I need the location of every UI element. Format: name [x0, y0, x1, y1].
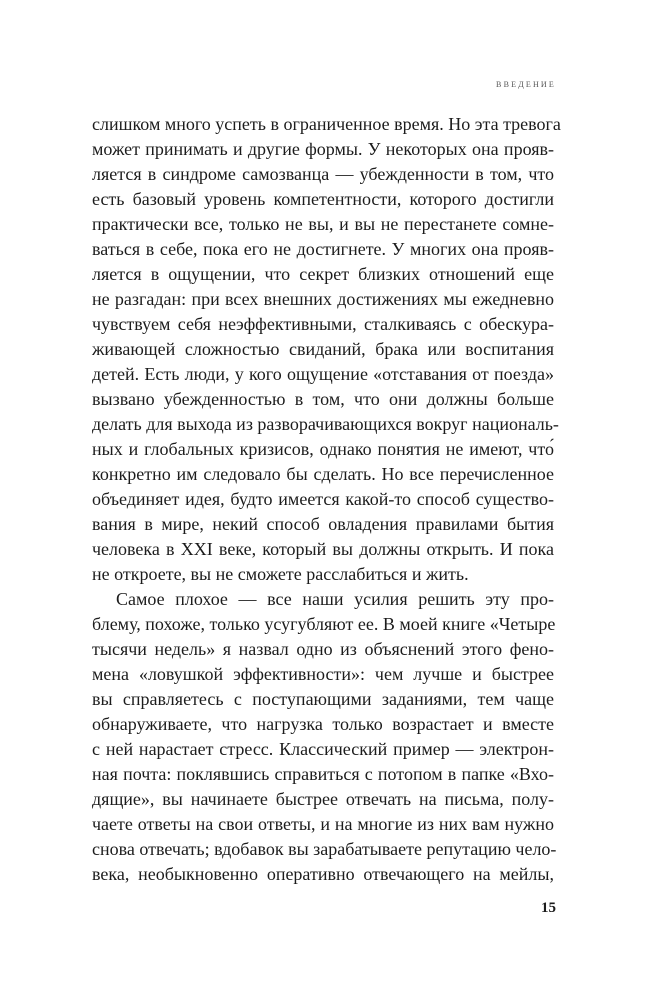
- text-line: практически все, только не вы, и вы не перестанете сомне-: [92, 214, 554, 234]
- text-line: ваться в себе, пока его не достигнете. У многих она прояв-: [92, 239, 554, 259]
- text-line: объединяет идея, будто имеется какой-то способ существо-: [92, 489, 554, 509]
- text-line: с ней нарастает стресс. Классический пример — электрон-: [92, 739, 554, 759]
- text-line: может принимать и другие формы. У некоторых она прояв-: [92, 139, 554, 159]
- text-line: чаете ответы на свои ответы, и на многие из них вам нужно: [92, 814, 554, 834]
- text-line: блему, похоже, только усугубляют ее. В моей книге «Четыре: [92, 614, 556, 634]
- text-line: вызвано убежденностью в том, что они должны больше: [92, 389, 554, 409]
- text-line: ная почта: поклявшись справиться с потопом в папке «Вхо-: [92, 764, 554, 784]
- text-line: есть базовый уровень компетентности, которого достигли: [92, 189, 554, 209]
- text-line: мена «ловушкой эффективности»: чем лучше и быстрее: [92, 664, 554, 684]
- running-head: введение: [496, 76, 556, 90]
- text-line: вания в мире, некий способ овладения правилами бытия: [92, 514, 554, 534]
- text-line: тысячи недель» я назвал одно из объяснений этого фено-: [92, 639, 554, 659]
- text-line: делать для выхода из разворачивающихся вокруг националь-: [92, 414, 559, 434]
- text-line: снова отвечать; вдобавок вы зарабатываете репутацию чело-: [92, 839, 557, 859]
- text-line: обнаруживаете, что нагрузка только возрастает и вместе: [92, 714, 554, 734]
- text-line: ных и глобальных кризисов, однако понятия не имеют, что́: [92, 439, 554, 459]
- page-number: 15: [541, 900, 556, 916]
- text-line: чувствуем себя неэффективными, сталкиваясь с обескура-: [92, 314, 554, 334]
- text-line: детей. Есть люди, у кого ощущение «отставания от поезда»: [92, 364, 554, 384]
- text-line: века, необыкновенно оперативно отвечающего на мейлы,: [92, 864, 554, 884]
- text-line: ляется в ощущении, что секрет близких отношений еще: [92, 264, 554, 284]
- text-line: конкретно им следовало бы сделать. Но все перечисленное: [92, 464, 554, 484]
- text-line: ляется в синдроме самозванца — убежденности в том, что: [92, 164, 554, 184]
- text-line: вы справляетесь с поступающими заданиями, тем чаще: [92, 689, 554, 709]
- text-line: не откроете, вы не сможете расслабиться и жить.: [92, 564, 469, 584]
- text-line: не разгадан: при всех внешних достижениях мы ежедневно: [92, 289, 554, 309]
- text-line: человека в XXI веке, который вы должны открыть. И пока: [92, 539, 554, 559]
- body-text: [92, 112, 561, 887]
- text-line: слишком много успеть в ограниченное время. Но эта тревога: [92, 114, 561, 134]
- text-line: живающей сложностью свиданий, брака или воспитания: [92, 339, 554, 359]
- text-line: Самое плохое — все наши усилия решить эту про-: [116, 589, 554, 609]
- text-line: дящие», вы начинаете быстрее отвечать на письма, полу-: [92, 789, 554, 809]
